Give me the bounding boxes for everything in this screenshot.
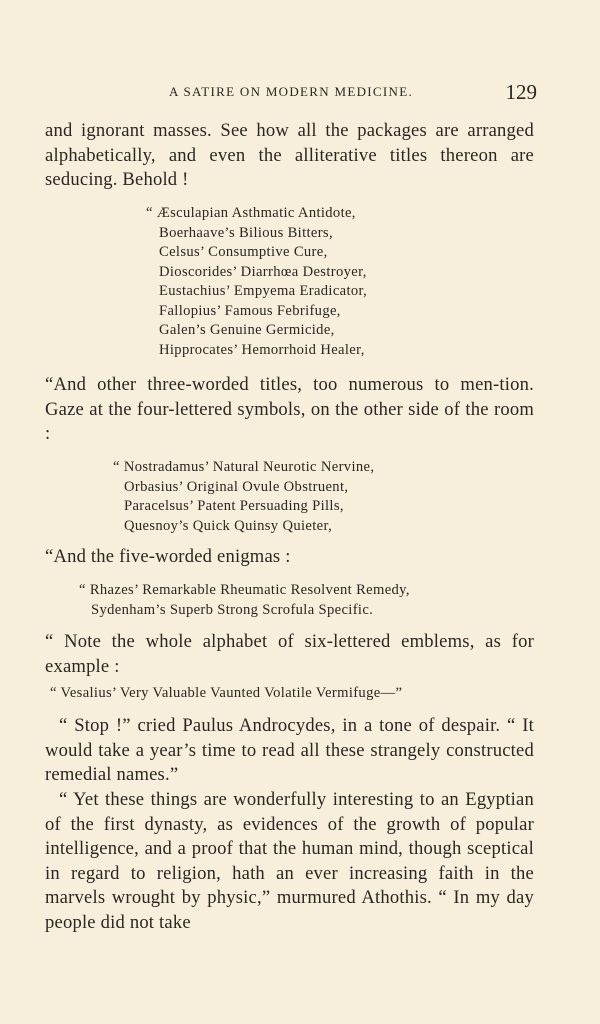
paragraph-stop xyxy=(45,714,534,788)
quote-three-worded-titles xyxy=(146,204,367,360)
quote-line: Hipprocates’ Hemorrhoid Healer, xyxy=(159,341,365,358)
running-header xyxy=(45,80,537,104)
quote-line: “ Æsculapian Asthmatic Antidote, xyxy=(146,205,356,221)
running-title: A SATIRE ON MODERN MEDICINE. xyxy=(168,84,414,99)
quote-line: Dioscorides’ Diarrhœa Destroyer, xyxy=(159,263,367,280)
page-number: 129 xyxy=(505,80,537,104)
quote-line: Eustachius’ Empyema Eradicator, xyxy=(159,283,368,299)
quote-line: “ Nostradamus’ Natural Neurotic Nervine, xyxy=(113,459,375,475)
quote-line: “ Vesalius’ Very Valuable Vaunted Volatile Vermifuge—” xyxy=(50,685,403,701)
paragraph-text: “ Yet these things are wonderfully interesting to an Egyptian of the first dynasty, as evidences of the growth of popular intelligence, and a proof that the human mind, though sceptical in regard to religion, hath an ever increasing faith in the marvels wrought by physic,” murmured Athothis. “ In my day people did not take xyxy=(45,789,534,933)
paragraph-five-worded xyxy=(45,545,534,570)
quote-six-lettered-emblems xyxy=(50,684,402,704)
paragraph-text: “And the five-worded enigmas : xyxy=(45,546,291,567)
paragraph-athothis xyxy=(45,788,534,935)
quote-line: Quesnoy’s Quick Quinsy Quieter, xyxy=(124,517,333,534)
paragraph-text: and ignorant masses. See how all the packages are arranged alphabetically, and even the alliterative titles thereon are seducing. Behold ! xyxy=(45,120,534,190)
paragraph-text: “ Stop !” cried Paulus Androcydes, in a tone of despair. “ It would take a year’s time to read all these strangely constructed remedial names.” xyxy=(45,715,534,785)
quote-line: Paracelsus’ Patent Persuading Pills, xyxy=(124,498,344,514)
quote-line: Boerhaave’s Bilious Bitters, xyxy=(159,224,333,241)
quote-five-worded-enigmas xyxy=(79,581,410,620)
quote-line: Orbasius’ Original Ovule Obstruent, xyxy=(124,478,349,495)
paragraph-three-worded xyxy=(45,373,534,447)
quote-line: Celsus’ Consumptive Cure, xyxy=(159,244,328,260)
paragraph-text: “ Note the whole alphabet of six-lettered emblems, as for example : xyxy=(45,631,534,677)
paragraph-six-lettered xyxy=(45,630,534,679)
paragraph-intro xyxy=(45,119,534,193)
paragraph-text: “And other three-worded titles, too numerous to men-tion. Gaze at the four-lettered symbols, on the other side of the room : xyxy=(45,374,534,444)
quote-line: Galen’s Genuine Germicide, xyxy=(159,322,335,338)
quote-four-lettered-symbols xyxy=(113,458,374,536)
quote-line: Sydenham’s Superb Strong Scrofula Specific. xyxy=(91,601,374,618)
quote-line: Fallopius’ Famous Febrifuge, xyxy=(159,302,341,319)
quote-line: “ Rhazes’ Remarkable Rheumatic Resolvent Remedy, xyxy=(79,582,410,598)
